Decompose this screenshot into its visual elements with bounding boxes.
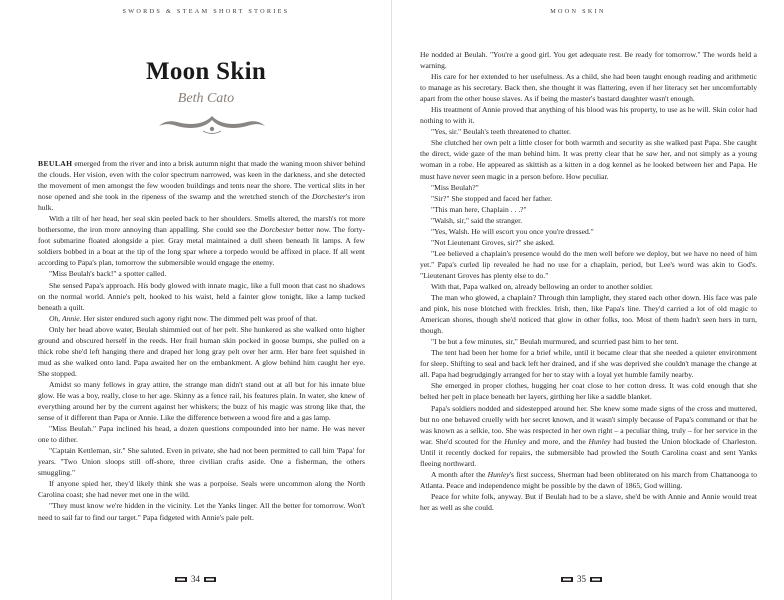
paragraph: BEULAH emerged from the river and into a brisk autumn night that made the waning moon shiver behind the clouds. Her vision, even with the color spectrum narrowed, was keen in the darkness, and she detected the movement of men amongst the few wooden buildings and tents near the shore. The vertical slits in her nose opened and she took in the ripeness of the swamp and the wretched stench of the Dorchester's iron hulk.: [38, 159, 365, 213]
paragraph: She emerged in proper clothes, hugging her coat close to her cotton dress. It was cold enough that she belted her pelt in place beneath her layers, girthing her like a saddle blanket.: [420, 381, 757, 402]
story-title: Moon Skin: [145, 58, 267, 85]
paragraph: A month after the Hunley's first success, Sherman had been obliterated on his march from Chattanooga to Atlanta. Peace and independence might be possible by the dawn of 1865, God willing.: [420, 469, 757, 490]
paragraph: The man who glowed, a chaplain? Through thin lamplight, they stared each other down. His face was pale and pink, his nose blotched with freckles. Irish, then, like Papa's line. They'd carried a lot of old magic to American shores, though she'd noticed that glow in other folks, too. Most of them hadn't seen hers in turn, though.: [420, 293, 757, 336]
paragraph: "Miss Beulah's back!" a spotter called.: [49, 269, 167, 279]
story-author: Beth Cato: [177, 91, 235, 106]
decorative-flourish-icon: [155, 112, 270, 136]
steam-gear-ornament-icon: [590, 576, 602, 583]
paragraph: "Sir?" She stopped and faced her father.: [431, 193, 553, 203]
paragraph: The tent had been her home for a brief while, until it became clear that she needed a quieter environment for sleep. Shifting to seal and back left her drained, and if she was deprived she couldn't manage the change at all. Papa had begrudgingly arranged for her to stay with a loyal yet humble family nearby.: [420, 348, 757, 380]
paragraph: He nodded at Beulah. "You're a good girl. You get adequate rest. Be ready for tomorrow." The words held a warning.: [420, 50, 757, 71]
paragraph: "Miss Beulah?": [431, 182, 479, 192]
paragraph: His treatment of Annie proved that anything of his blood was his property, to use as he will. Skin color had nothing to with it.: [420, 105, 757, 126]
running-head-right: MOON SKIN: [550, 8, 606, 15]
steam-gear-ornament-icon: [561, 576, 573, 583]
paragraph: His care for her extended to her usefulness. As a child, she had been taught enough reading and arithmetic to manage as his secretary. Back then, she thought it was flattering, even if her literacy set her uncomfortably apart from the other house slaves. As if being the master's bastard daughter wasn't enough.: [420, 72, 757, 104]
ship-name: Dorcbester: [259, 225, 294, 235]
paragraph: Only her head above water, Beulah shimmied out of her pelt. She hunkered as she walked onto higher ground and obscured herself in the reeds. Her frail human skin pocked in goose bumps, she pulled on a thick robe she'd left hanging there and draped her long gray pelt over her arm. Her bare feet squished in mud as she walked onto land. Papa awaited her on the embankment. A glow behind him caught her eye. She stopped.: [38, 324, 365, 378]
paragraph: "Captain Kettleman, sir." She saluted. Even in private, she had not been permitted to call him 'Papa' for years. "Two Union sloops still off-shore, three civilian crafts aside. One a fisherman, the others smuggling.": [38, 446, 365, 478]
paragraph: Oh, Annie. Her sister endured such agony right now. The dimmed pelt was proof of that.: [49, 313, 318, 323]
steam-gear-ornament-icon: [175, 576, 187, 583]
paragraph: Peace for white folk, anyway. But if Beulah had to be a slave, she'd be with Annie and Annie would treat her as well as she could.: [420, 491, 757, 512]
paragraph: "Miss Beulah." Papa inclined his head, a dozen questions compounded into her name. He was never one to dither.: [38, 424, 365, 445]
paragraph: "They must know we're hidden in the vicinity. Let the Yanks linger. All the better for tomorrow. Won't need to sail far to find our target." Papa fidgeted with Annie's pale pelt.: [38, 501, 365, 522]
paragraph: "I be but a few minutes, sir," Beulah murmured, and scurried past him to her tent.: [431, 337, 679, 347]
paragraph: With a tilt of her head, her seal skin peeled back to her shoulders. Smells altered, the marsh's rot more bothersome, the iron more annoying than appalling. She could see the Dorcbester better now. The forty-foot submarine floated alongside a pier. Gray metal maintained a dull sheen beneath lit lamps. A few soldiers bobbed in a boat at the tip of the long spar where a torpedo would be affixed in place. If all went according to Papa's plan, tomorrow the submersible would engage the enemy.: [38, 214, 365, 268]
paragraph: "Walsh, sir," said the stranger.: [431, 215, 523, 225]
right-page-body: [420, 49, 757, 513]
left-page-body: [38, 158, 365, 523]
lead-word: BEULAH: [38, 159, 73, 168]
paragraph: "Not Lieutenant Groves, sir?" she asked.: [431, 237, 555, 247]
paragraph: "Lee believed a chaplain's presence would do the men well before we deploy, but we have no need of him yet." Papa's curled lip revealed he had no use for a chaplain, period, but Lee's word was akin to God's. "Lieutenant Groves has plenty else to do.": [420, 248, 757, 280]
paragraph: She sensed Papa's approach. His body glowed with innate magic, like a full moon that cast no shadows on the normal world. Annie's pelt, hooked to his waist, held a fainter glow tonight, like a lamp tucked beneath a quilt.: [38, 280, 365, 312]
paragraph: If anyone spied her, they'd likely think she was a porpoise. Seals were uncommon along the North Carolina coast; she had never met one in the wild.: [38, 479, 365, 500]
paragraph: Amidst so many fellows in gray attire, the strange man didn't stand out at all but for his innate blue glow. He was a boy, really, close to her age. Skinny as a fence rail, his features plain. In water, she knew of everything around her by the current against her whiskers; the buzz of his magic was strong like that, the sense of it different than Papa or Annie. Like the difference between a wood fire and a gas lamp.: [38, 379, 365, 423]
paragraph: "This man here, Chaplain . . .?": [431, 204, 527, 214]
steam-gear-ornament-icon: [204, 576, 216, 583]
page-number-left: 34: [175, 574, 216, 584]
right-page: [392, 0, 784, 600]
paragraph: She clutched her own pelt a little closer for both warmth and security as she walked past Papa. She caught the direct, wide gaze of the man behind him. It was pretty clear that he saw her, and not simply as a young woman in a robe. He appeared as skittish as a kitten in a dog kennel as he looked between her and Papa. He must have never seen magic in a person before. How peculiar.: [420, 138, 757, 181]
paragraph: Papa's soldiers nodded and sidestepped around her. She knew some made signs of the cross and muttered, but no one behaved cruelly with her secret known, and it wasn't simply because of Papa's command or that he was known as a selkie, too. She was respected in her own right – a peculiar thing, truly – for her service in the war. She'd scouted for the Hunley and more, and the Hunley had busted the Union blockade of Charleston. Until it recently docked for repairs, the submersible had prowled the South Carolina coast and sent Yanks fleeing northward.: [420, 403, 757, 468]
paragraph: "Yes, sir." Beulah's teeth threatened to chatter.: [431, 127, 571, 137]
ship-name: Dorchester: [312, 192, 346, 202]
running-head-left: SWORDS & STEAM SHORT STORIES: [122, 8, 290, 15]
paragraph: With that, Papa walked on, already bellowing an order to another soldier.: [431, 281, 653, 291]
page-number-right: 35: [561, 574, 602, 584]
paragraph: "Yes, Walsh. He will escort you once you're dressed.": [431, 226, 594, 236]
